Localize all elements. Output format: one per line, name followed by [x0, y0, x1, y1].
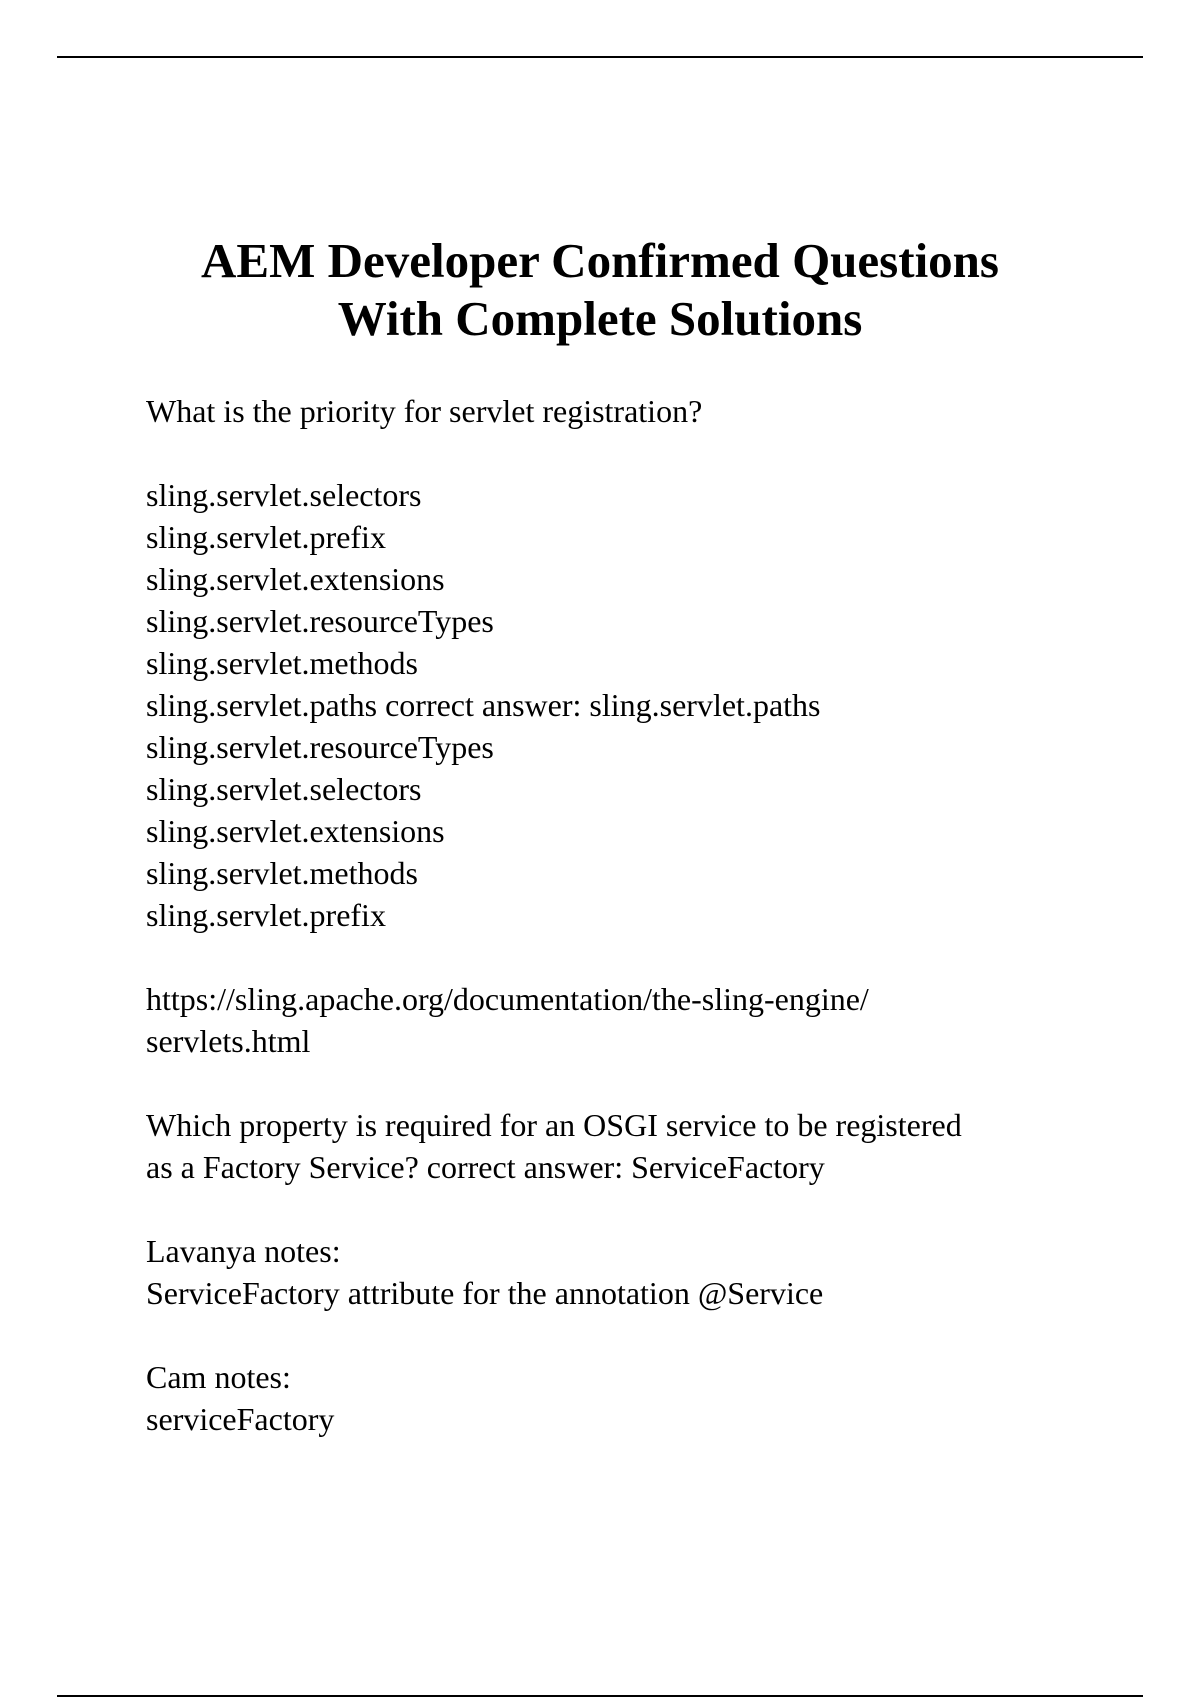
cam-notes-heading: Cam notes:	[146, 1359, 291, 1395]
question-1-prompt: What is the priority for servlet registration?	[146, 393, 703, 429]
title-line-1: AEM Developer Confirmed Questions	[201, 233, 999, 288]
spacer	[146, 1062, 1146, 1104]
option-line: sling.servlet.selectors	[146, 771, 422, 807]
reference-url-line-2: servlets.html	[146, 1023, 311, 1059]
option-line: sling.servlet.methods	[146, 855, 418, 891]
question-2-line-2: as a Factory Service? correct answer: ServiceFactory	[146, 1149, 825, 1185]
option-line: sling.servlet.resourceTypes	[146, 729, 494, 765]
spacer	[146, 1188, 1146, 1230]
lavanya-notes-text: ServiceFactory attribute for the annotation @Service	[146, 1275, 824, 1311]
document-body	[146, 390, 1146, 1440]
option-line: sling.servlet.prefix	[146, 897, 386, 933]
option-line: sling.servlet.methods	[146, 645, 418, 681]
reference-url-line-1: https://sling.apache.org/documentation/the-sling-engine/	[146, 981, 869, 1017]
bottom-rule	[57, 1695, 1143, 1697]
question-2-line-1: Which property is required for an OSGI service to be registered	[146, 1107, 962, 1143]
spacer	[146, 936, 1146, 978]
option-line: sling.servlet.selectors	[146, 477, 422, 513]
top-rule	[57, 56, 1143, 58]
option-line: sling.servlet.resourceTypes	[146, 603, 494, 639]
lavanya-notes-heading: Lavanya notes:	[146, 1233, 341, 1269]
cam-notes-text: serviceFactory	[146, 1401, 335, 1437]
option-line-answer: sling.servlet.paths correct answer: sling.servlet.paths	[146, 687, 821, 723]
title-line-2: With Complete Solutions	[337, 291, 863, 346]
option-line: sling.servlet.extensions	[146, 561, 445, 597]
document-title	[0, 232, 1200, 348]
option-line: sling.servlet.extensions	[146, 813, 445, 849]
spacer	[146, 432, 1146, 474]
option-line: sling.servlet.prefix	[146, 519, 386, 555]
spacer	[146, 1314, 1146, 1356]
